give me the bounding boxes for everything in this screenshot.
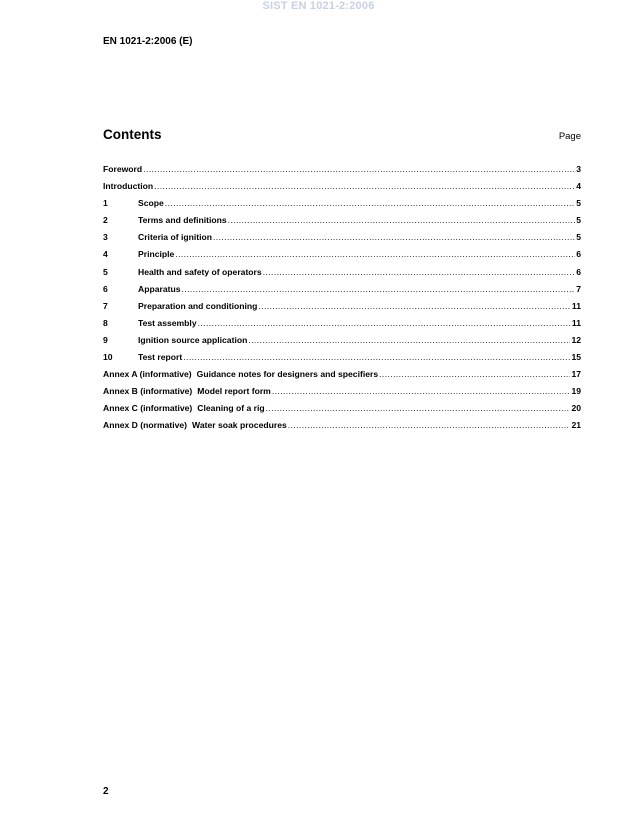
toc-entry-title: Ignition source application bbox=[138, 334, 248, 345]
dot-leader bbox=[263, 267, 576, 277]
toc-entry-annex-label: Annex D (normative) bbox=[103, 420, 188, 431]
toc-entry[interactable] bbox=[103, 164, 581, 181]
toc-entry-page: 4 bbox=[576, 181, 581, 192]
toc-entry-page: 11 bbox=[571, 317, 581, 328]
toc-entry-title: Preparation and conditioning bbox=[138, 300, 258, 311]
page-column-label: Page bbox=[558, 131, 581, 142]
toc-entry-number: 7 bbox=[103, 300, 108, 311]
toc-entry-number: 3 bbox=[103, 232, 108, 243]
page-number: 2 bbox=[103, 786, 109, 797]
toc-entry-title: Water soak procedures bbox=[192, 420, 287, 431]
toc-entry-title: Scope bbox=[138, 198, 164, 209]
toc-entry-page: 12 bbox=[571, 334, 581, 345]
toc-entry[interactable] bbox=[103, 386, 581, 403]
toc-entry-number: 10 bbox=[103, 352, 113, 363]
toc-entry[interactable] bbox=[103, 420, 581, 437]
toc-entry-annex-label: Annex C (informative) bbox=[103, 403, 193, 414]
toc-entry-page: 15 bbox=[571, 352, 581, 363]
toc-entry-number: 2 bbox=[103, 215, 108, 226]
dot-leader bbox=[258, 301, 571, 311]
toc-entry[interactable] bbox=[103, 215, 581, 232]
dot-leader bbox=[183, 352, 570, 362]
toc-entry-title: Terms and definitions bbox=[138, 215, 227, 226]
toc-entry[interactable] bbox=[103, 267, 581, 284]
toc-entry-page: 6 bbox=[576, 266, 581, 277]
toc-entry-page: 11 bbox=[571, 300, 581, 311]
toc-entry-page: 5 bbox=[576, 215, 581, 226]
toc-entry-title: Model report form bbox=[197, 386, 271, 397]
toc-entry-title: Test assembly bbox=[138, 317, 197, 328]
toc-entry-page: 6 bbox=[576, 249, 581, 260]
toc-entry-page: 7 bbox=[576, 283, 581, 294]
toc-entry-page: 21 bbox=[571, 420, 581, 431]
toc-entry[interactable] bbox=[103, 198, 581, 215]
dot-leader bbox=[248, 335, 570, 345]
contents-heading: Contents bbox=[103, 127, 162, 142]
toc-entry-title: Cleaning of a rig bbox=[197, 403, 265, 414]
dot-leader bbox=[379, 369, 570, 379]
toc-entry-page: 5 bbox=[576, 198, 581, 209]
toc-entry[interactable] bbox=[103, 284, 581, 301]
toc-entry-page: 19 bbox=[571, 386, 581, 397]
toc-entry[interactable] bbox=[103, 318, 581, 335]
toc-entry-title: Apparatus bbox=[138, 283, 181, 294]
toc-entry-annex-label: Annex B (informative) bbox=[103, 386, 193, 397]
dot-leader bbox=[228, 215, 576, 225]
toc-entry[interactable] bbox=[103, 249, 581, 266]
toc-entry-title: Criteria of ignition bbox=[138, 232, 212, 243]
dot-leader bbox=[198, 318, 571, 328]
toc-entry[interactable] bbox=[103, 403, 581, 420]
document-id: EN 1021-2:2006 (E) bbox=[103, 36, 193, 47]
toc-entry-title: Test report bbox=[138, 352, 183, 363]
toc-entry-page: 17 bbox=[571, 369, 581, 380]
toc-entry[interactable] bbox=[103, 301, 581, 318]
toc-entry-page: 5 bbox=[576, 232, 581, 243]
toc-entry-number: 4 bbox=[103, 249, 108, 260]
toc-entry[interactable] bbox=[103, 369, 581, 386]
toc-entry-title: Introduction bbox=[103, 181, 154, 192]
watermark: SIST EN 1021-2:2006 bbox=[262, 0, 375, 12]
toc-entry-page: 20 bbox=[571, 403, 581, 414]
dot-leader bbox=[266, 403, 571, 413]
toc-entry-title: Health and safety of operators bbox=[138, 266, 262, 277]
dot-leader bbox=[165, 198, 575, 208]
dot-leader bbox=[272, 386, 571, 396]
toc-entry-number: 9 bbox=[103, 334, 108, 345]
toc-entry-page: 3 bbox=[576, 164, 581, 174]
table-of-contents bbox=[103, 164, 581, 438]
toc-entry[interactable] bbox=[103, 232, 581, 249]
toc-entry[interactable] bbox=[103, 335, 581, 352]
toc-entry-number: 8 bbox=[103, 317, 108, 328]
toc-entry-annex-label: Annex A (informative) bbox=[103, 369, 192, 380]
toc-entry-title: Foreword bbox=[103, 164, 143, 174]
toc-entry-number: 1 bbox=[103, 198, 108, 209]
dot-leader bbox=[143, 164, 575, 174]
dot-leader bbox=[182, 284, 576, 294]
dot-leader bbox=[154, 181, 575, 191]
toc-entry-title: Guidance notes for designers and specifiers bbox=[196, 369, 379, 380]
toc-entry-title: Principle bbox=[138, 249, 175, 260]
dot-leader bbox=[175, 249, 575, 259]
toc-entry-number: 5 bbox=[103, 266, 108, 277]
dot-leader bbox=[213, 232, 575, 242]
toc-entry-number: 6 bbox=[103, 283, 108, 294]
toc-entry[interactable] bbox=[103, 181, 581, 198]
dot-leader bbox=[288, 420, 571, 430]
toc-entry[interactable] bbox=[103, 352, 581, 369]
